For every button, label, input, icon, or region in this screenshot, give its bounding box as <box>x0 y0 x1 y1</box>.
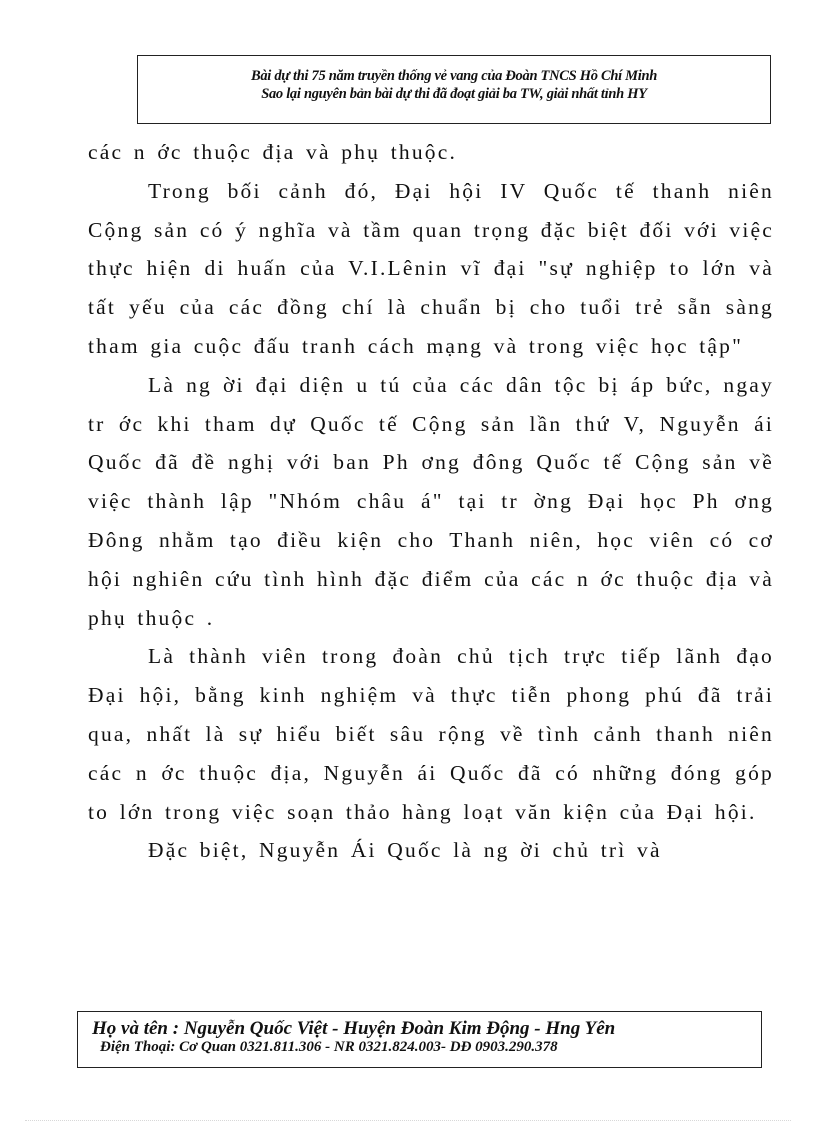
paragraph-continuation: các n ớc thuộc địa và phụ thuộc. <box>88 140 458 164</box>
header-line-1: Bài dự thi 75 năm truyền thống vẻ vang của Đoàn TNCS Hồ Chí Minh <box>250 68 658 84</box>
page-bottom-divider <box>25 1120 791 1121</box>
paragraph: Trong bối cảnh đó, Đại hội IV Quốc tế thanh niên Cộng sản có ý nghĩa và tầm quan trọng đặc biệt đối với việc thực hiện di huấn của V.I.Lênin vĩ đại "sự nghiệp to lớn và tất yếu của các đồng chí là chuẩn bị cho tuổi trẻ sẵn sàng tham gia cuộc đấu tranh cách mạng và trong việc học tập" <box>88 178 774 358</box>
paragraph: Là ng ời đại diện u tú của các dân tộc bị áp bức, ngay tr ớc khi tham dự Quốc tế Cộng sản lần thứ V, Nguyễn ái Quốc đã đề nghị với ban Ph ơng đông Quốc tế Cộng sản về việc thành lập "Nhóm châu á" tại tr ờng Đại học Ph ơng Đông nhằm tạo điều kiện cho Thanh niên, học viên có cơ hội nghiên cứu tình hình đặc điểm của các n ớc thuộc địa và phụ thuộc . <box>88 372 774 630</box>
paragraph: Đặc biệt, Nguyễn Ái Quốc là ng ời chủ trì và <box>148 838 662 863</box>
header-box <box>137 55 771 124</box>
footer-box <box>77 1011 762 1068</box>
paragraph: Là thành viên trong đoàn chủ tịch trực tiếp lãnh đạo Đại hội, bằng kinh nghiệm và thực tiễn phong phú đã trải qua, nhất là sự hiểu biết sâu rộng về tình cảnh thanh niên các n ớc thuộc địa, Nguyễn ái Quốc đã có những đóng góp to lớn trong việc soạn thảo hàng loạt văn kiện của Đại hội. <box>88 644 774 824</box>
author-line: Họ và tên : Nguyễn Quốc Việt - Huyện Đoàn Kim Động - Hng Yên <box>92 1018 616 1039</box>
header-line-2: Sao lại nguyên bản bài dự thi đã đoạt giải ba TW, giải nhất tỉnh HY <box>261 86 647 102</box>
phone-line: Điện Thoại: Cơ Quan 0321.811.306 - NR 0321.824.003- DĐ 0903.290.378 <box>100 1039 558 1055</box>
body-text <box>88 133 774 870</box>
